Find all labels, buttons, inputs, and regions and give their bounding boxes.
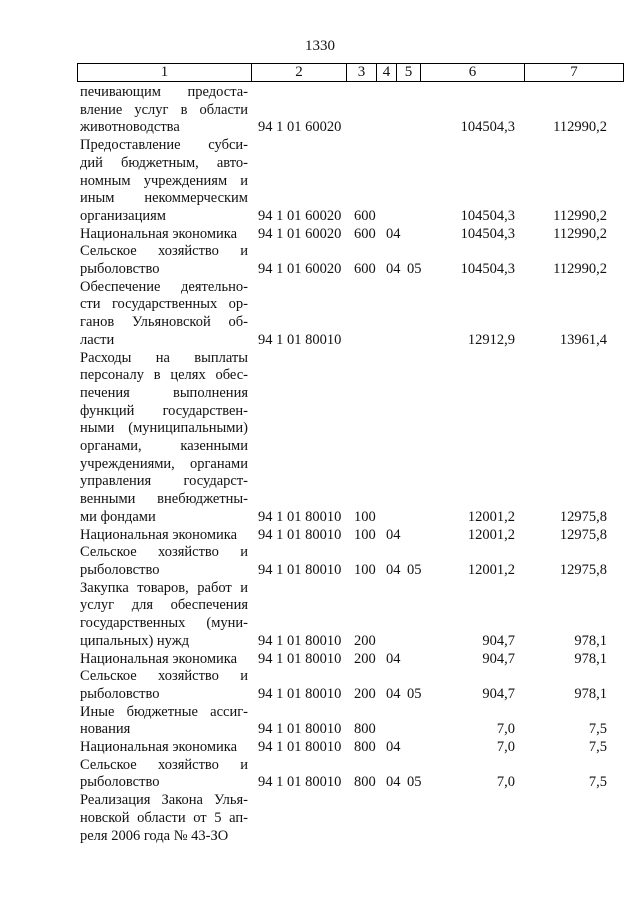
column-header-1: 1: [78, 64, 252, 81]
row-code: 94 1 01 80010: [258, 561, 342, 578]
description-line: Сельское хозяйство и: [80, 756, 248, 773]
row-description: [80, 651, 248, 669]
description-line: реля 2006 года № 43-ЗО: [80, 827, 229, 844]
table-body: [0, 84, 640, 845]
row-code: 94 1 01 80010: [258, 508, 342, 525]
row-value-6: 904,7: [482, 632, 515, 649]
description-line: сти государственных ор-: [80, 296, 248, 313]
description-line: номным учреждениям и: [80, 172, 248, 189]
row-value-7: 978,1: [574, 632, 607, 649]
description-line: персоналу в целях обес-: [80, 367, 248, 384]
row-value-6: 7,0: [496, 721, 515, 738]
table-row: [0, 668, 640, 703]
description-line: нования: [80, 721, 131, 738]
row-value-7: 112990,2: [553, 225, 607, 242]
description-line: Иные бюджетные ассиг-: [80, 703, 248, 720]
description-line: рыболовство: [80, 561, 160, 578]
description-line: животноводства: [80, 119, 180, 136]
row-code: 94 1 01 80010: [258, 650, 342, 667]
table-row: [0, 243, 640, 278]
row-value-6: 904,7: [482, 685, 515, 702]
description-line: Предоставление субси-: [80, 137, 248, 154]
row-value-7: 7,5: [588, 721, 607, 738]
row-col-3: 800: [354, 721, 376, 738]
row-value-6: 12001,2: [467, 561, 515, 578]
description-line: рыболовство: [80, 774, 160, 791]
row-description: [80, 757, 248, 792]
row-col-3: 800: [354, 774, 376, 791]
row-col-4: 04: [386, 650, 401, 667]
row-col-3: 600: [354, 207, 376, 224]
row-value-7: 12975,8: [559, 526, 607, 543]
description-line: услуг для обеспечения: [80, 597, 248, 614]
row-value-7: 12975,8: [559, 508, 607, 525]
table-row: [0, 279, 640, 350]
table-row: [0, 704, 640, 739]
description-line: функций государствен-: [80, 402, 248, 419]
row-code: 94 1 01 80010: [258, 739, 342, 756]
row-value-6: 12001,2: [467, 526, 515, 543]
row-description: [80, 137, 248, 226]
table-row: [0, 527, 640, 545]
description-line: дий бюджетным, авто-: [80, 154, 248, 171]
row-value-6: 104504,3: [460, 207, 515, 224]
description-line: Закупка товаров, работ и: [80, 579, 248, 596]
row-col-3: 600: [354, 225, 376, 242]
description-line: Национальная экономика: [80, 739, 238, 756]
column-header-6: 6: [421, 64, 525, 81]
row-value-6: 12001,2: [467, 508, 515, 525]
description-line: рыболовство: [80, 685, 160, 702]
column-header-3: 3: [347, 64, 377, 81]
row-description: [80, 704, 248, 739]
row-value-7: 978,1: [574, 650, 607, 667]
row-code: 94 1 01 80010: [258, 632, 342, 649]
row-value-7: 13961,4: [559, 331, 607, 348]
description-line: Сельское хозяйство и: [80, 668, 248, 685]
row-value-6: 104504,3: [460, 261, 515, 278]
description-line: Национальная экономика: [80, 526, 238, 543]
description-line: государственных (муни-: [80, 615, 248, 632]
row-col-5: 05: [407, 261, 422, 278]
description-line: иным некоммерческим: [80, 190, 248, 207]
row-value-6: 904,7: [482, 650, 515, 667]
row-value-6: 104504,3: [460, 225, 515, 242]
description-line: Реализация Закона Улья-: [80, 792, 248, 809]
row-value-7: 112990,2: [553, 207, 607, 224]
description-line: органами, казенными: [80, 438, 248, 455]
description-line: Обеспечение деятельно-: [80, 278, 248, 295]
row-value-7: 7,5: [588, 739, 607, 756]
table-row: [0, 651, 640, 669]
row-col-4: 04: [386, 685, 401, 702]
row-col-3: 200: [354, 685, 376, 702]
description-line: учреждениями, органами: [80, 455, 248, 472]
description-line: рыболовство: [80, 261, 160, 278]
description-line: ми фондами: [80, 508, 156, 525]
table-row: [0, 739, 640, 757]
description-line: Сельское хозяйство и: [80, 243, 248, 260]
description-line: Национальная экономика: [80, 650, 238, 667]
row-value-6: 12912,9: [467, 331, 515, 348]
row-col-5: 05: [407, 685, 422, 702]
row-value-7: 7,5: [588, 774, 607, 791]
row-description: [80, 668, 248, 703]
row-col-5: 05: [407, 561, 422, 578]
description-line: венными внебюджетны-: [80, 491, 248, 508]
table-row: [0, 350, 640, 527]
column-header-5: 5: [397, 64, 421, 81]
row-col-4: 04: [386, 561, 401, 578]
table-row: [0, 792, 640, 845]
row-description: [80, 243, 248, 278]
row-description: [80, 527, 248, 545]
description-line: Сельское хозяйство и: [80, 544, 248, 561]
row-description: [80, 279, 248, 350]
row-code: 94 1 01 80010: [258, 774, 342, 791]
row-value-6: 7,0: [496, 739, 515, 756]
column-header-2: 2: [252, 64, 347, 81]
row-value-6: 7,0: [496, 774, 515, 791]
column-header-4: 4: [377, 64, 397, 81]
row-description: [80, 84, 248, 137]
row-col-4: 04: [386, 739, 401, 756]
row-code: 94 1 01 60020: [258, 261, 342, 278]
row-description: [80, 544, 248, 579]
row-col-4: 04: [386, 774, 401, 791]
row-col-3: 600: [354, 261, 376, 278]
row-code: 94 1 01 80010: [258, 526, 342, 543]
row-value-6: 104504,3: [460, 119, 515, 136]
row-col-5: 05: [407, 774, 422, 791]
description-line: ганов Ульяновской об-: [80, 314, 248, 331]
row-description: [80, 580, 248, 651]
row-code: 94 1 01 60020: [258, 225, 342, 242]
description-line: ными (муниципальными): [80, 420, 248, 437]
row-col-3: 200: [354, 650, 376, 667]
row-description: [80, 792, 248, 845]
description-line: Расходы на выплаты: [80, 349, 248, 366]
table-header: [77, 63, 624, 82]
row-value-7: 112990,2: [553, 261, 607, 278]
row-code: 94 1 01 80010: [258, 721, 342, 738]
row-value-7: 978,1: [574, 685, 607, 702]
row-description: [80, 350, 248, 527]
description-line: печения выполнения: [80, 384, 248, 401]
row-code: 94 1 01 80010: [258, 331, 342, 348]
row-col-4: 04: [386, 261, 401, 278]
description-line: Национальная экономика: [80, 225, 238, 242]
table-row: [0, 226, 640, 244]
row-code: 94 1 01 60020: [258, 119, 342, 136]
description-line: управления государст-: [80, 473, 248, 490]
row-code: 94 1 01 60020: [258, 207, 342, 224]
description-line: печивающим предоста-: [80, 84, 248, 100]
row-value-7: 112990,2: [553, 119, 607, 136]
description-line: ласти: [80, 331, 115, 348]
description-line: новской области от 5 ап-: [80, 809, 248, 826]
table-row: [0, 137, 640, 226]
row-description: [80, 739, 248, 757]
row-col-3: 200: [354, 632, 376, 649]
row-description: [80, 226, 248, 244]
row-code: 94 1 01 80010: [258, 685, 342, 702]
row-col-4: 04: [386, 526, 401, 543]
table-row: [0, 580, 640, 651]
description-line: вление услуг в области: [80, 101, 248, 118]
column-header-7: 7: [570, 64, 578, 80]
description-line: ципальных) нужд: [80, 632, 190, 649]
description-line: организациям: [80, 207, 166, 224]
page-number: 1330: [305, 38, 335, 54]
row-col-3: 100: [354, 508, 376, 525]
table-row: [0, 544, 640, 579]
row-col-4: 04: [386, 225, 401, 242]
row-value-7: 12975,8: [559, 561, 607, 578]
table-row: [0, 757, 640, 792]
table-row: [0, 84, 640, 137]
row-col-3: 800: [354, 739, 376, 756]
row-col-3: 100: [354, 526, 376, 543]
row-col-3: 100: [354, 561, 376, 578]
